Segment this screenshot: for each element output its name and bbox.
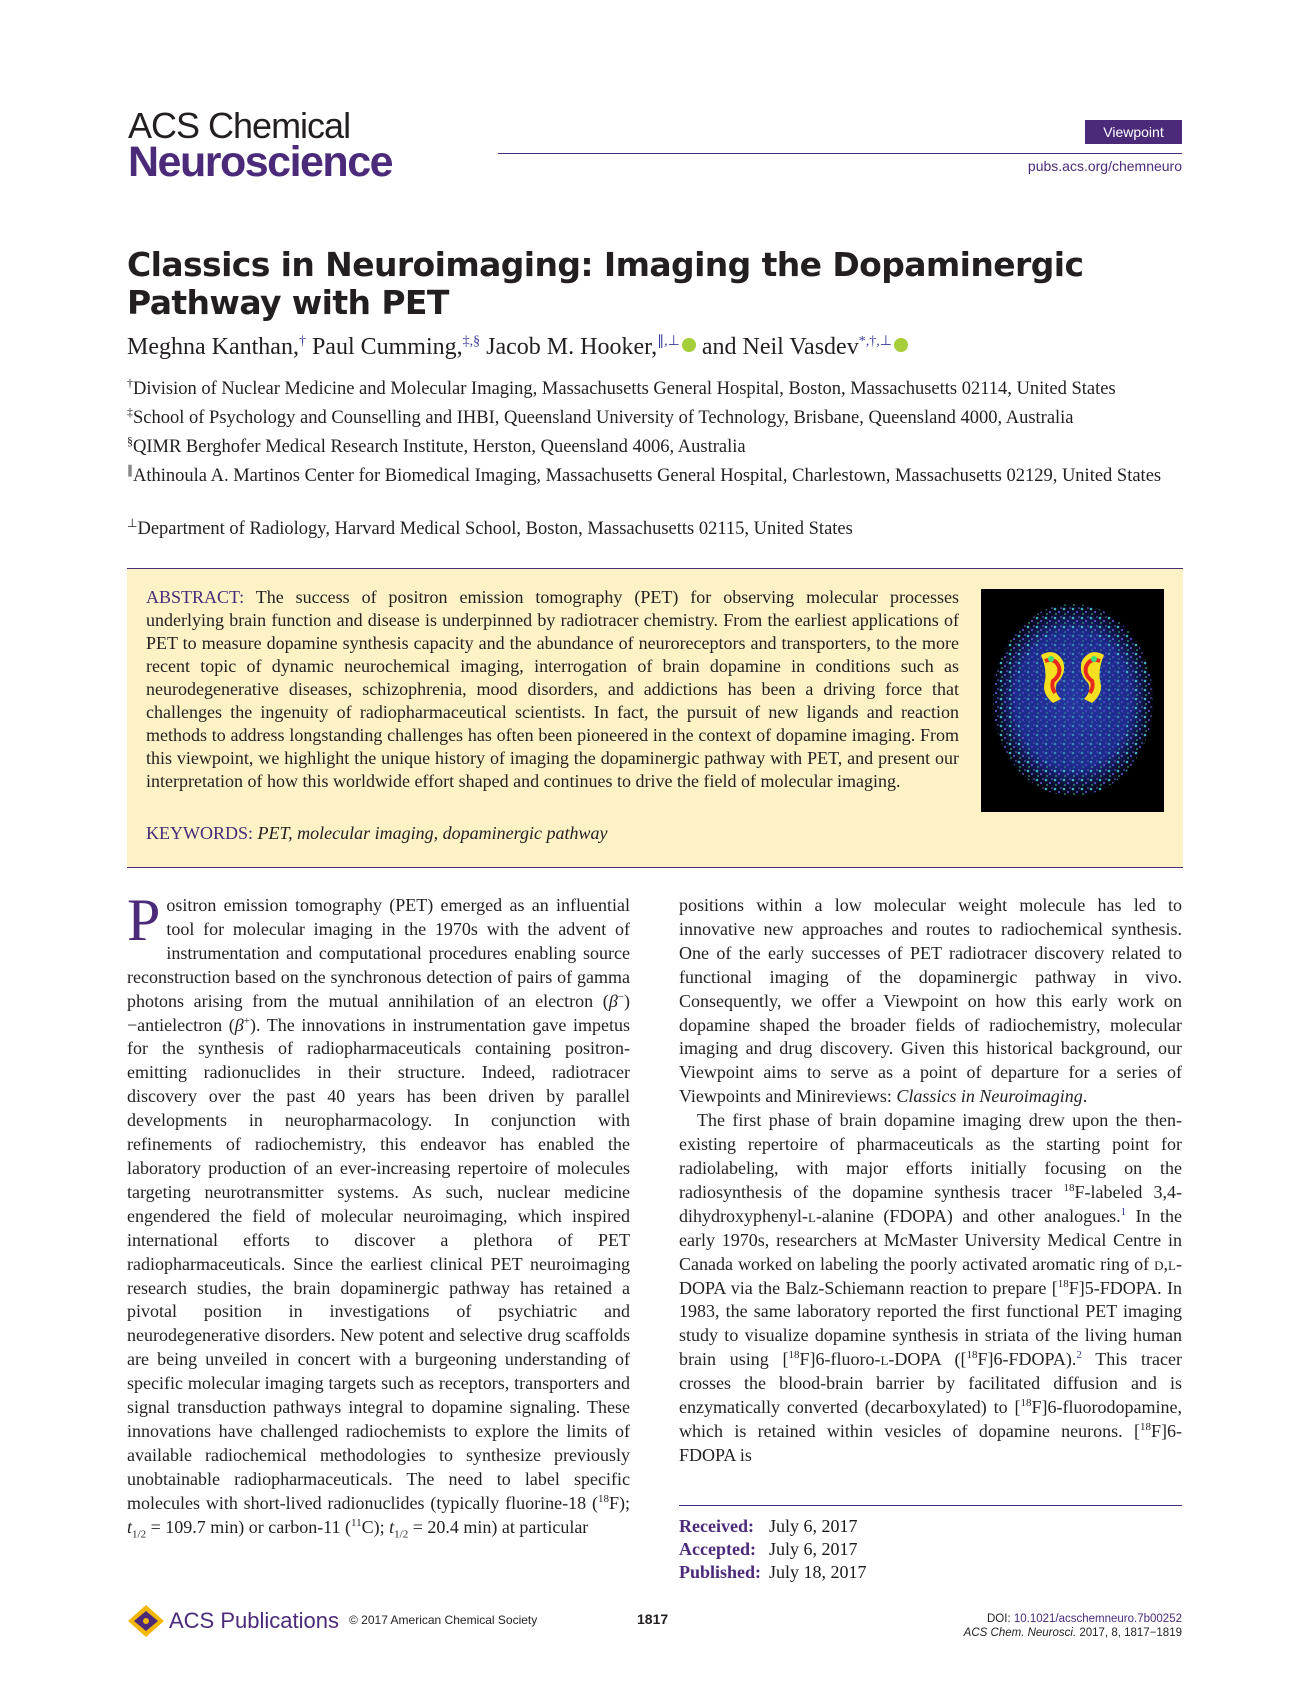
doi-label: DOI: bbox=[986, 1613, 1014, 1625]
copyright: © 2017 American Chemical Society bbox=[349, 1613, 538, 1627]
drop-cap: P bbox=[127, 887, 161, 953]
citation-details: 2017, 8, 1817−1819 bbox=[1076, 1627, 1182, 1639]
isotope-mass: 18 bbox=[966, 1349, 978, 1362]
affiliation-mark: ∥ bbox=[127, 462, 133, 477]
body-text: F]6-FDOPA is bbox=[679, 1420, 1182, 1465]
body-paragraph bbox=[679, 1109, 1182, 1468]
affiliation bbox=[127, 377, 1189, 401]
body-text: F]6-fluoro- bbox=[799, 1349, 881, 1370]
body-text: d,l bbox=[1154, 1253, 1176, 1274]
date-received bbox=[679, 1516, 858, 1537]
date-value: July 18, 2017 bbox=[769, 1562, 867, 1582]
body-text: l bbox=[807, 1205, 816, 1226]
body-text: F-labeled 3,4-dihydroxyphenyl- bbox=[679, 1181, 1183, 1226]
doi-link[interactable]: 10.1021/acschemneuro.7b00252 bbox=[1013, 1613, 1182, 1625]
series-name: Classics in Neuroimaging bbox=[896, 1086, 1083, 1107]
acs-publications-logo[interactable] bbox=[127, 1604, 339, 1638]
body-text: ). The innovations in instrumentation gave impetus for the synthesis of radiopharmaceuticals containing positron-emitting radionuclides in their structure. Indeed, radiotracer discovery over the past 40 years has been driven by parallel developments in neuropharmacology. In conjunction with refinements of radiochemistry, this endeavor has enabled the laboratory production of an ever-increasing repertoire of molecules targeting neurotransmitter systems. As such, nuclear medicine engendered the field of molecular neuroimaging, which inspired international efforts to discover a plethora of PET radiopharmaceuticals. Since the earliest clinical PET neuroimaging research studies, the brain dopaminergic pathway has retained a pivotal position in investigations of psychiatric and neurodegenerative disorders. New potent and selective drug scaffolds are being unveiled in concert with a burgeoning understanding of specific molecular imaging targets such as receptors, transporters and signal transduction pathways integral to dopamine signaling. These innovations have challenged radiochemists to explore the limits of available radiochemical methodologies to synthesize previously unobtainable radiopharmaceuticals. The need to label specific molecules with short-lived radionuclides (typically fluorine-18 ( bbox=[127, 1014, 630, 1513]
author-affil-marks: † bbox=[298, 334, 306, 349]
publisher-name: ACS Publications bbox=[169, 1608, 339, 1633]
affiliation-text: QIMR Berghofer Medical Research Institute, Herston, Queensland 4006, Australia bbox=[133, 437, 746, 457]
abstract-text: The success of positron emission tomography (PET) for observing molecular processes underlying brain function and disease is underpinned by radiotracer chemistry. From the earliest applications of PET to measure dopamine synthesis capacity and the abundance of neuroreceptors and transporters, to the more recent topic of dynamic neurochemical imaging, interrogation of brain dopamine in conditions such as neurodegenerative diseases, schizophrenia, mood disorders, and addictions has been a driving force that challenges the ingenuity of radiopharmaceutical scientists. In fact, the pursuit of new ligands and reaction methods to address longstanding challenges has often been pioneered in the context of dopamine imaging. From this viewpoint, we highlight the unique history of imaging the dopaminergic pathway with PET, and present our interpretation of how this worldwide effort shaped and continues to drive the field of molecular imaging. bbox=[146, 587, 959, 791]
body-text: t bbox=[127, 1516, 133, 1537]
affiliation-mark: † bbox=[127, 375, 133, 390]
body-text: -DOPA ([ bbox=[888, 1349, 967, 1370]
affiliation bbox=[127, 406, 1189, 430]
date-label: Accepted: bbox=[679, 1539, 756, 1559]
affiliation bbox=[127, 435, 1189, 459]
body-text: -DOPA via the Balz-Schiemann reaction to prepare [ bbox=[679, 1253, 1182, 1298]
author-affil-marks: ∥,⊥ bbox=[657, 334, 680, 349]
body-text: F]6-FDOPA). bbox=[977, 1349, 1077, 1370]
date-label: Received: bbox=[679, 1516, 754, 1536]
body-text: This tracer crosses the blood-brain barrier by facilitated diffusion and is enzymatically converted (decarboxylated) to [ bbox=[679, 1349, 1182, 1418]
date-label: Published: bbox=[679, 1562, 762, 1582]
dates-rule bbox=[679, 1505, 1182, 1506]
date-value: July 6, 2017 bbox=[769, 1516, 858, 1536]
abstract bbox=[146, 586, 959, 793]
reference-link[interactable]: 2 bbox=[1076, 1349, 1082, 1362]
affiliation-text: Department of Radiology, Harvard Medical School, Boston, Massachusetts 02115, United States bbox=[137, 519, 853, 539]
body-text: positions within a low molecular weight molecule has led to innovative new approaches and routes to radiochemical synthesis. One of the early successes of PET radiotracer discovery related to functional imaging of the dopaminergic pathway in vivo. Consequently, we offer a Viewpoint on how this early work on dopamine shaped the broader fields of radiochemistry, molecular imaging and drug discovery. Given this historical background, our Viewpoint aims to serve as a point of departure for a series of Viewpoints and Minireviews: bbox=[679, 895, 1182, 1107]
body-text: F]5-FDOPA. In 1983, the same laboratory reported the first functional PET imaging study to visualize dopamine synthesis in striata of the living human brain using [ bbox=[679, 1277, 1183, 1370]
article-type-badge: Viewpoint bbox=[1085, 120, 1182, 144]
affiliation-mark: § bbox=[127, 433, 133, 448]
isotope-mass: 18 bbox=[597, 1492, 609, 1505]
author-affil-marks: ‡,§ bbox=[462, 334, 481, 349]
body-text: C); bbox=[361, 1516, 390, 1537]
journal-url-link[interactable]: pubs.acs.org/chemneuro bbox=[1027, 158, 1182, 174]
author-name[interactable]: Paul Cumming, bbox=[311, 334, 463, 360]
affiliation bbox=[127, 464, 1189, 488]
date-published bbox=[679, 1562, 867, 1583]
affiliation-text: Division of Nuclear Medicine and Molecular Imaging, Massachusetts General Hospital, Boston, Massachusetts 02114, United States bbox=[133, 379, 1116, 399]
orcid-icon[interactable] bbox=[682, 338, 696, 352]
affiliation-mark: ‡ bbox=[127, 404, 133, 419]
subscript: 1/2 bbox=[394, 1528, 409, 1541]
orcid-icon[interactable] bbox=[894, 338, 908, 352]
subscript: 1/2 bbox=[132, 1528, 147, 1541]
body-paragraph bbox=[679, 894, 1182, 1109]
isotope-mass: 18 bbox=[1140, 1420, 1151, 1433]
reference-link[interactable]: 1 bbox=[1120, 1205, 1127, 1218]
author-list bbox=[127, 334, 908, 361]
body-text: β bbox=[608, 990, 618, 1011]
affiliation-text: School of Psychology and Counselling and IHBI, Queensland University of Technology, Brisbane, Queensland 4000, Australia bbox=[133, 408, 1074, 428]
isotope-mass: 18 bbox=[1063, 1181, 1075, 1194]
keywords-label: KEYWORDS: bbox=[146, 823, 253, 843]
isotope-mass: 18 bbox=[788, 1349, 800, 1362]
body-text: = 20.4 min) at particular bbox=[408, 1516, 589, 1537]
date-accepted bbox=[679, 1539, 858, 1560]
body-text: β bbox=[234, 1014, 244, 1035]
acs-hexagon-icon bbox=[127, 1604, 165, 1638]
affiliation-mark: ⊥ bbox=[127, 515, 138, 530]
doi-citation bbox=[964, 1612, 1182, 1640]
body-text: The first phase of brain dopamine imaging drew upon the then-existing repertoire of pharmaceuticals as the starting point for radiolabeling, with major efforts initially focusing on the radiosynthesis of the dopamine synthesis tracer bbox=[679, 1110, 1182, 1202]
body-text: = 109.7 min) or carbon-11 ( bbox=[146, 1516, 352, 1537]
body-column-right bbox=[679, 894, 1182, 1468]
abstract-label: ABSTRACT: bbox=[146, 587, 245, 607]
body-text: . bbox=[1082, 1086, 1088, 1107]
isotope-mass: 18 bbox=[1057, 1277, 1069, 1290]
affiliation bbox=[127, 517, 1189, 541]
body-text: -alanine (FDOPA) and other analogues. bbox=[815, 1205, 1121, 1226]
author-name[interactable]: Jacob M. Hooker, bbox=[486, 334, 658, 360]
author-name[interactable]: Meghna Kanthan, bbox=[127, 334, 299, 360]
body-text: t bbox=[389, 1516, 395, 1537]
affiliation-text: Athinoula A. Martinos Center for Biomedical Imaging, Massachusetts General Hospital, Charlestown, Massachusetts 02129, United States bbox=[133, 466, 1162, 486]
logo-line-2: Neuroscience bbox=[128, 138, 393, 186]
body-text: F); bbox=[608, 1492, 630, 1513]
keywords-text: PET, molecular imaging, dopaminergic pathway bbox=[257, 823, 608, 843]
author-affil-marks: *,†,⊥ bbox=[858, 334, 892, 349]
body-text: F]6-fluorodopamine, which is retained within vesicles of dopamine neurons. [ bbox=[679, 1397, 1182, 1441]
body-paragraph: Positron emission tomography (PET) emerged as an influential tool for molecular imaging in the 1970s with the advent of instrumentation and computational procedures enabling source reconstruction based on the synchronous detection of pairs of gamma photons arising from the mutual annihilation of an electron (β−)−antielectron (β+). The innovations in instrumentation gave impetus for the synthesis of radiopharmaceuticals containing positron-emitting radionuclides in their structure. Indeed, radiotracer discovery over the past 40 years has been driven by parallel developments in neuropharmacology. In conjunction with refinements of radiochemistry, this endeavor has enabled the laboratory production of an ever-increasing repertoire of molecules targeting neurotransmitter systems. As such, nuclear medicine engendered the field of molecular neuroimaging, which inspired international efforts to discover a plethora of PET radiopharmaceuticals. Since the earliest clinical PET neuroimaging research studies, the brain dopaminergic pathway has retained a pivotal position in investigations of psychiatric and neurodegenerative disorders. New potent and selective drug scaffolds are being unveiled in concert with a burgeoning understanding of specific molecular imaging targets such as receptors, transporters and signal transduction pathways integral to dopamine signaling. These innovations have challenged radiochemists to explore the limits of available radiochemical methodologies to synthesize previously unobtainable radiopharmaceuticals. The need to label specific molecules with short-lived radionuclides (typically fluorine-18 ($^{18}$F); $t_{1/2} = 109.7$ min) or carbon-11 ($^{11}$C); $t_{1/2} = 20.4$ min) at particular bbox=[127, 887, 630, 1541]
body-text: ositron emission tomography (PET) emerged as an influential tool for molecular imaging in the 1970s with the advent of instrumentation and computational procedures enabling source reconstruction based on the synchronous detection of pairs of gamma photons arising from the mutual annihilation of an electron ( bbox=[127, 895, 630, 1011]
body-column-left bbox=[127, 887, 630, 1541]
citation-journal: ACS Chem. Neurosci. bbox=[963, 1627, 1077, 1639]
page-number: 1817 bbox=[637, 1611, 669, 1627]
article-title: Classics in Neuroimaging: Imaging the Dopaminergic Pathway with PET bbox=[127, 245, 1084, 322]
header-rule bbox=[498, 153, 1182, 154]
pet-brain-image bbox=[981, 589, 1164, 812]
body-text: )−antielectron ( bbox=[127, 990, 630, 1035]
date-value: July 6, 2017 bbox=[769, 1539, 858, 1559]
body-text: In the early 1970s, researchers at McMaster University Medical Centre in Canada worked on labeling the poorly activated aromatic ring of bbox=[679, 1205, 1182, 1274]
journal-logo bbox=[128, 105, 393, 186]
isotope-mass: 18 bbox=[1020, 1397, 1032, 1410]
body-text: l bbox=[880, 1349, 889, 1370]
logo-line-1: ACS Chemical bbox=[128, 105, 351, 146]
isotope-mass: 11 bbox=[351, 1516, 362, 1529]
keywords bbox=[146, 823, 607, 844]
author-name[interactable]: and Neil Vasdev bbox=[701, 334, 859, 360]
